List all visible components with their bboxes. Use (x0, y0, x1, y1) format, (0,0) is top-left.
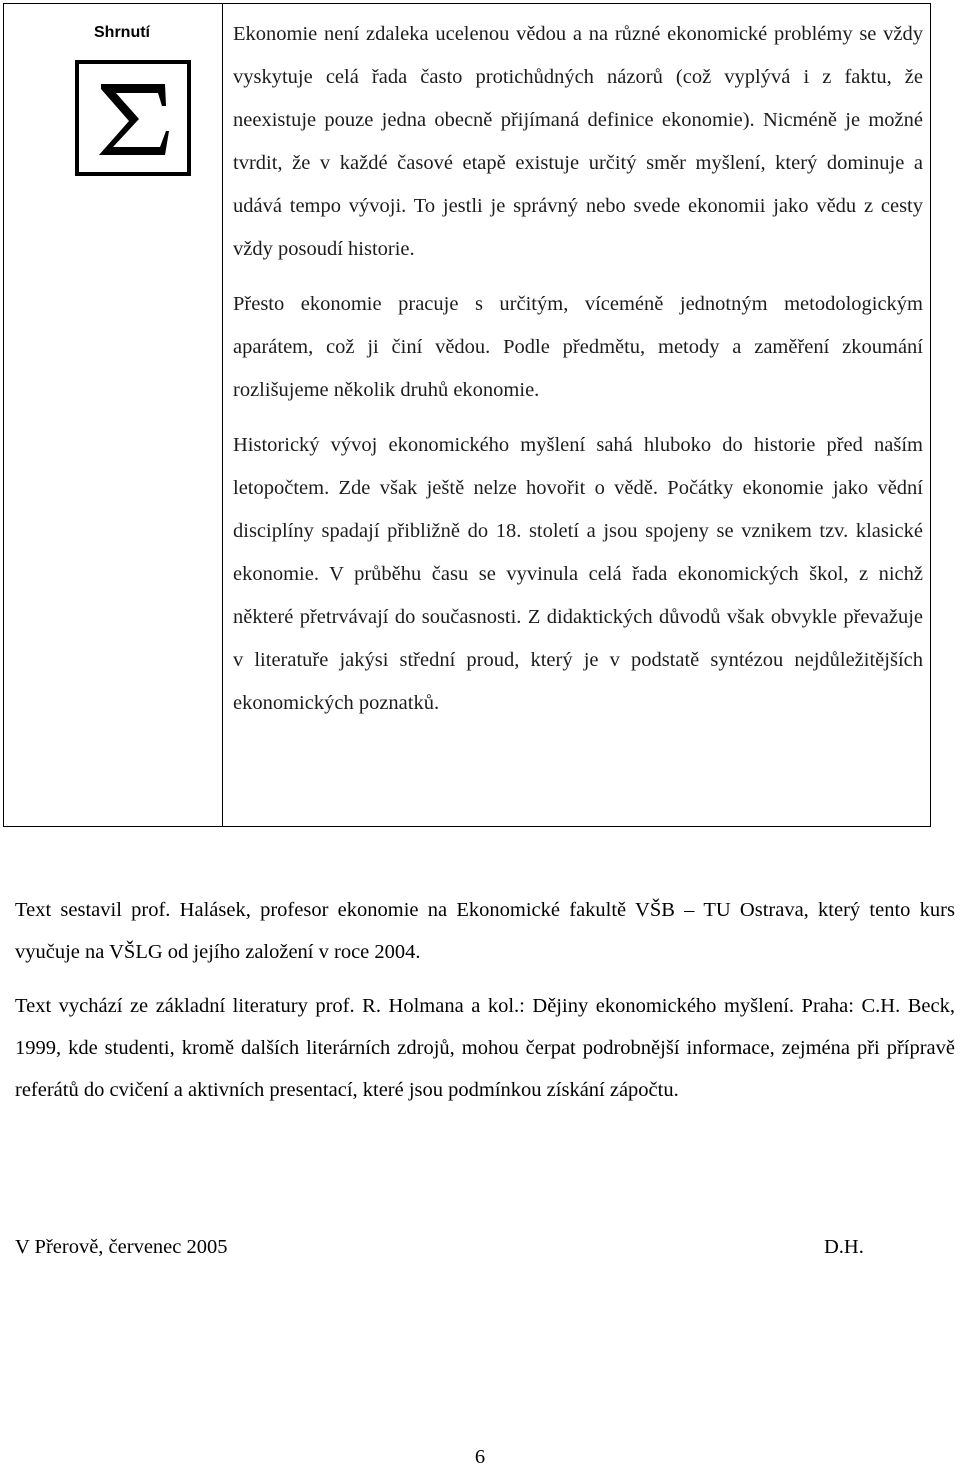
summary-paragraph: Historický vývoj ekonomického myšlení sahá hluboko do historie před naším letopočtem. Zde však ještě nelze hovořit o vědě. Počátky ekonomie jako vědní disciplíny spadají přibližně do 18. století a jsou spojeny se vznikem tzv. klasické ekonomie. V průběhu času se vyvinula celá řada ekonomických škol, z nichž některé přetrvávají do současnosti. Z didaktických důvodů však obvykle převažuje v literatuře jakýsi střední proud, který je v podstatě syntézou nejdůležitějších ekonomických poznatků. (233, 434, 923, 714)
author-paragraph: Text sestavil prof. Halásek, profesor ekonomie na Ekonomické fakultě VŠB – TU Ostrava, který tento kurs vyučuje na VŠLG od jejího založení v roce 2004. (15, 899, 955, 963)
sigma-glyph (79, 64, 187, 172)
summary-box (3, 3, 931, 827)
summary-heading: Shrnutí (94, 24, 150, 41)
author-initials: D.H. (824, 1236, 864, 1258)
footer-text (15, 889, 955, 1123)
sigma-icon (75, 60, 191, 176)
summary-text (233, 13, 923, 737)
summary-divider (222, 4, 223, 826)
page-number: 6 (474, 1446, 486, 1468)
place-date: V Přerově, červenec 2005 (15, 1236, 228, 1258)
literature-paragraph: Text vychází ze základní literatury prof. R. Holmana a kol.: Dějiny ekonomického myšlení. Praha: C.H. Beck, 1999, kde studenti, kromě dalších literárních zdrojů, mohou čerpat podrobnější informace, zejména při přípravě referátů do cvičení a aktivních presentací, které jsou podmínkou získání zápočtu. (15, 995, 955, 1101)
summary-paragraph: Přesto ekonomie pracuje s určitým, víceméně jednotným metodologickým aparátem, což ji činí vědou. Podle předmětu, metody a zaměření zkoumání rozlišujeme několik druhů ekonomie. (233, 293, 923, 401)
summary-paragraph: Ekonomie není zdaleka ucelenou vědou a na různé ekonomické problémy se vždy vyskytuje celá řada často protichůdných názorů (což vyplývá i z faktu, že neexistuje pouze jedna obecně přijímaná definice ekonomie). Nicméně je možné tvrdit, že v každé časové etapě existuje určitý směr myšlení, který dominuje a udává tempo vývoji. To jestli je správný nebo svede ekonomii jako vědu z cesty vždy posoudí historie. (233, 23, 923, 260)
